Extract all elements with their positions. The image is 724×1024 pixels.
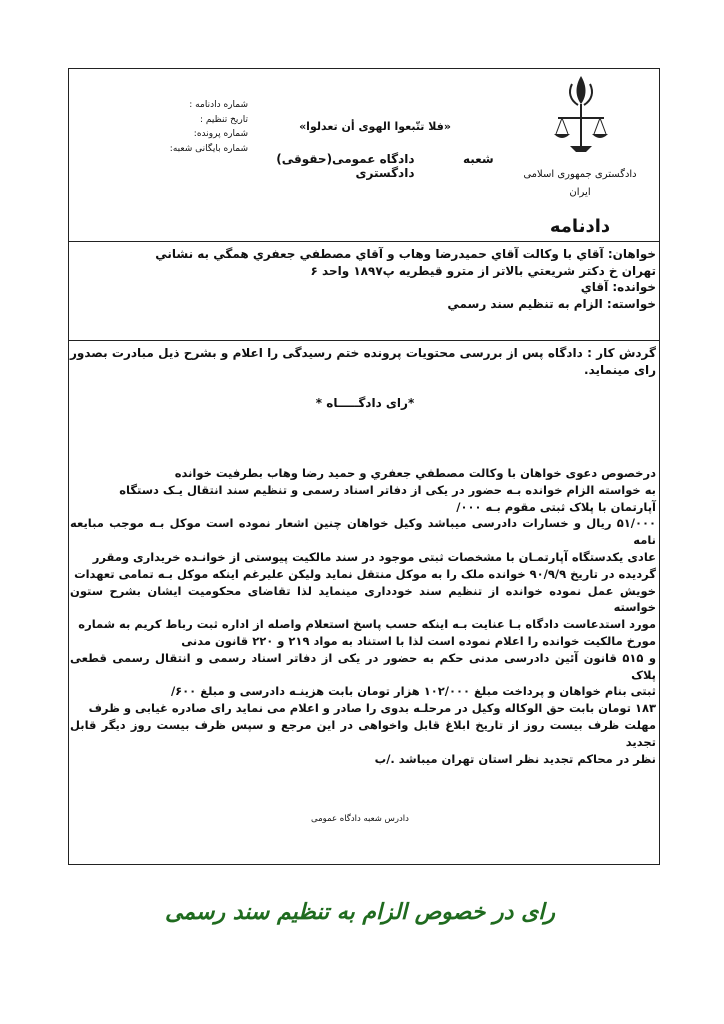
parties-block [70,246,656,312]
body-line: به خواسته الزام خوانده بـه حضور در یکی از دفاتر اسناد رسمی و تنظیم سند انتقال یـک دستگاه [119,482,656,497]
caption-title: رای در خصوص الزام به تنظیم سند رسمی [164,900,556,925]
organization-name: دادگستری جمهوری اسلامی ایران [523,169,637,198]
defendant-line: خوانده: آقاي [580,280,656,294]
body-line: و ۵۱۵ قانون آئین دادرسی مدنی حکم به حضور در یکی از دفاتر اسناد رسمی و انتقال رسمی قطعی پلاک [70,650,657,682]
document-title: دادنامه [549,216,611,237]
procedure-paragraph: گردش کار : دادگاه پس از بررسی محتویات پرونده ختم رسیدگی را اعلام و بشرح ذیل مبادرت بصدور رای مینماید. [70,346,656,377]
body-line: مورد استدعاست دادگاه بـا عنایت بـه اینکه حسب پاسخ استعلام واصله از اداره ثبت رباط کریم به شماره [78,617,656,632]
archive-number-label: شماره بایگانی شعبه: [169,143,248,154]
body-line: نظر در محاکم تجدید نظر استان تهران میباشد ./ب [374,751,656,766]
plaintiff-line: خواهان: آقاي با وكالت آقاي حميدرضا وهاب و آقاي مصطفي جعفري همگي به نشاني [155,247,656,261]
case-number-label: شماره دادنامه : [189,100,248,110]
verdict-body [70,465,656,767]
address-line: تهران خ دكتر شريعتي بالاتر از مترو قيطريه پ۱۸۹۷ واحد ۶ [310,263,656,278]
judge-signature: دادرس شعبه دادگاه عمومی [311,814,409,824]
verdict-heading: *رای دادگـــــاه * [315,396,415,410]
quran-verse: «فلا تتّبعوا الهوی أن تعدلوا» [299,120,451,133]
case-meta-block [98,98,248,156]
body-line: ۵۱/۰۰۰ ریال و خسارات دادرسی میباشد وکیل خواهان چنین اشعار نموده است موکل بـه موجب مبایعه نامه [70,516,656,548]
body-line: درخصوص دعوی خواهان با وكالت مصطفي جعفري و حميد رضا وهاب بطرفيت خوانده [174,466,656,480]
body-line: آپارتمان با پلاک ثبتی مقوم بـه ۰۰۰/ [456,499,656,514]
body-line: گردیده در تاریخ ۹۰/۹/۹ خوانده ملک را به موکل منتقل نماید ولیکن علیرغم اینکه موکل بـه تمامی تعهدات [74,566,656,581]
body-line: مهلت ظرف بیست روز از تاریخ ابلاغ قابل واخواهی در این مرجع و سپس ظرف بیست روز دیگر قابل تجدید [70,717,656,749]
body-line: عادی یکدستگاه آپارتمـان با مشخصات ثبتی موجود در سند مالکیت پیوستی از خوانـده خریداری ومقرر [92,549,656,564]
header-divider [68,241,660,242]
branch-label: شعبه [462,152,494,166]
file-number-label: شماره پرونده: [193,129,248,139]
body-line: مورخ مالکیت خوانده را اعلام نموده است لذا با استناد به مواد ۲۱۹ و ۲۲۰ قانون مدنی [181,633,656,648]
body-line: ۱۸۳ تومان بابت حق الوکاله وکیل در مرحلـه بدوی را صادر و اعلام می نماید رای صادره غیابی و ظرف [88,701,656,716]
claim-line: خواسته: الزام به تنظيم سند رسمي [447,296,656,311]
body-line: خویش عمل نموده خوانده از تنظیم سند خودداری مینماید لذا تقاضای محکومیت ایشان بشرح ستون خواسته [70,583,656,615]
court-title: دادگاه عمومی(حقوقی) دادگستری [276,152,415,180]
judiciary-emblem-icon [550,72,612,158]
parties-divider [68,340,660,341]
body-line: ثبتی بنام خواهان و پرداخت مبلغ ۱۰۲/۰۰۰ هزار تومان بابت هزینـه دادرسی و مبلغ ۶۰۰/ [170,684,656,699]
court-name [255,152,515,180]
issue-date-label: تاریخ تنظیم : [200,114,248,125]
